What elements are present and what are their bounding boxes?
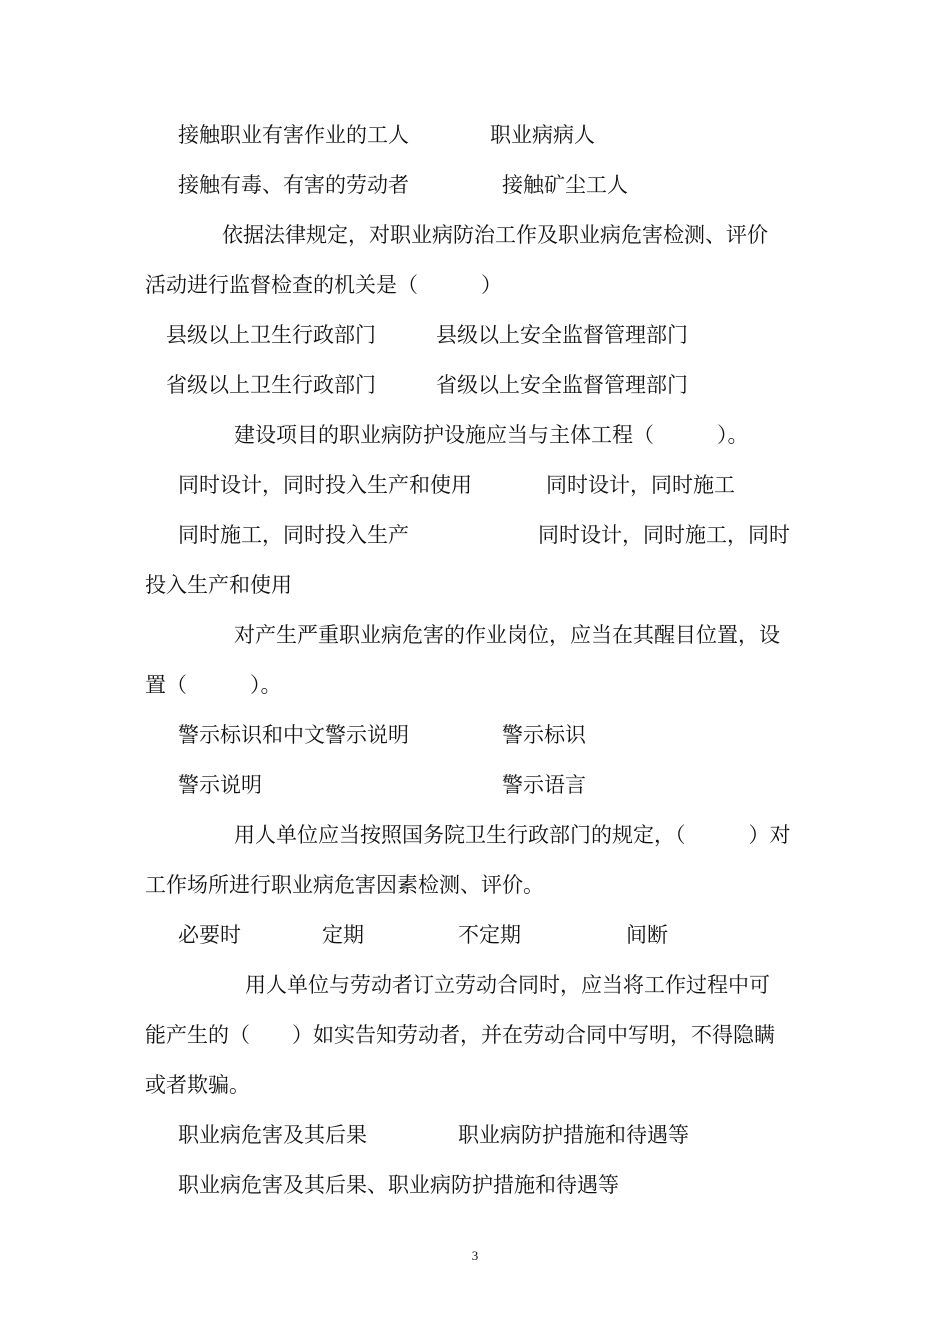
option-d: 省级以上安全监督管理部门	[436, 373, 688, 397]
option-d: 同时设计，同时施工，同时	[538, 523, 790, 547]
page-number: 3	[471, 1248, 479, 1263]
option-c: 接触有毒、有害的劳动者	[178, 173, 409, 197]
question-text: 活动进行监督检查的机关是（ ）	[145, 273, 502, 297]
option-c: 职业病危害及其后果、职业病防护措施和待遇等	[178, 1173, 619, 1197]
option-b: 定期	[322, 923, 364, 947]
option-d-continued: 投入生产和使用	[145, 573, 292, 597]
question-text: 置（ ）。	[145, 673, 282, 697]
question-text: 能产生的（ ）如实告知劳动者，并在劳动合同中写明，不得隐瞒	[145, 1023, 775, 1047]
option-a: 县级以上卫生行政部门	[166, 323, 376, 347]
option-a: 警示标识和中文警示说明	[178, 723, 409, 747]
option-c: 同时施工，同时投入生产	[178, 523, 409, 547]
question-text: 用人单位应当按照国务院卫生行政部门的规定，（ ）对	[234, 823, 791, 847]
option-c: 警示说明	[178, 773, 262, 797]
option-c: 省级以上卫生行政部门	[166, 373, 376, 397]
option-d: 间断	[626, 923, 668, 947]
option-d: 警示语言	[502, 773, 586, 797]
option-b: 警示标识	[502, 723, 586, 747]
option-a: 同时设计，同时投入生产和使用	[178, 473, 472, 497]
question-text: 对产生严重职业病危害的作业岗位，应当在其醒目位置，设	[234, 623, 780, 647]
question-text: 依据法律规定，对职业病防治工作及职业病危害检测、评价	[222, 223, 768, 247]
question-text: 用人单位与劳动者订立劳动合同时，应当将工作过程中可	[245, 973, 770, 997]
option-a: 接触职业有害作业的工人	[178, 123, 409, 147]
question-text: 建设项目的职业病防护设施应当与主体工程（ ）。	[234, 423, 749, 447]
question-text: 工作场所进行职业病危害因素检测、评价。	[145, 873, 544, 897]
option-b: 同时设计，同时施工	[546, 473, 735, 497]
option-b: 职业病病人	[490, 123, 595, 147]
question-text: 或者欺骗。	[145, 1073, 250, 1097]
option-c: 不定期	[458, 923, 521, 947]
option-d: 接触矿尘工人	[502, 173, 628, 197]
option-b: 县级以上安全监督管理部门	[436, 323, 688, 347]
option-a: 职业病危害及其后果	[178, 1123, 367, 1147]
option-b: 职业病防护措施和待遇等	[458, 1123, 689, 1147]
option-a: 必要时	[178, 923, 241, 947]
